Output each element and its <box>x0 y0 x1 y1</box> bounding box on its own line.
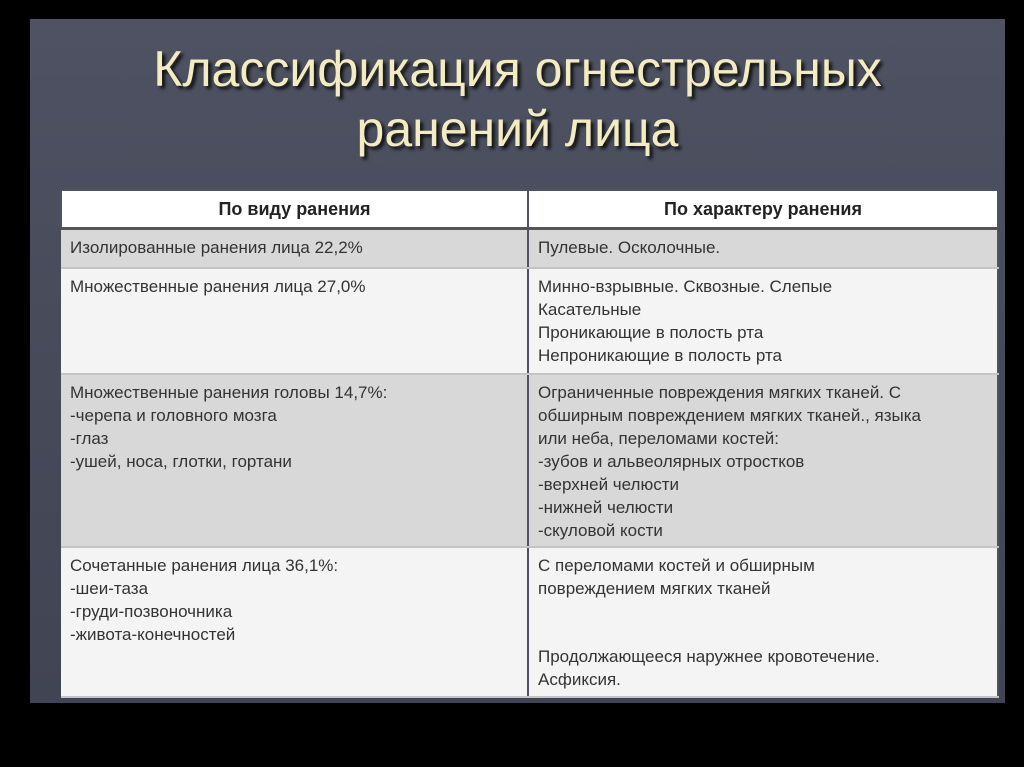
table-cell: Множественные ранения лица 27,0% <box>61 268 528 374</box>
table-row <box>61 374 998 547</box>
table-cell: Пулевые. Осколочные. <box>528 229 998 268</box>
slide <box>30 19 1005 703</box>
table-row <box>61 268 998 374</box>
table-cell: Изолированные ранения лица 22,2% <box>61 229 528 268</box>
title-line-1: Классификация огнестрельных <box>153 41 882 97</box>
header-wound-type: По виду ранения <box>61 190 528 229</box>
table-cell: Минно-взрывные. Сквозные. Слепые Касательные Проникающие в полость рта Непроникающие в полость рта <box>528 268 998 374</box>
table-cell: С переломами костей и обширным повреждением мягких тканей Продолжающееся наружнее кровотечение. Асфиксия. <box>528 547 998 697</box>
header-wound-nature: По характеру ранения <box>528 190 998 229</box>
table-row <box>61 547 998 697</box>
table-cell: Множественные ранения головы 14,7%: -черепа и головного мозга -глаз -ушей, носа, глотки, гортани <box>61 374 528 547</box>
table-header-row <box>61 190 998 229</box>
title-line-2: ранений лица <box>356 101 679 157</box>
table-row <box>61 229 998 268</box>
classification-table <box>60 189 999 698</box>
table-cell: Сочетанные ранения лица 36,1%: -шеи-таза -груди-позвоночника -живота-конечностей <box>61 547 528 697</box>
table-cell: Ограниченные повреждения мягких тканей. С обширным повреждением мягких тканей., языка или неба, переломами костей: -зубов и альвеолярных отростков -верхней челюсти -нижней челюсти -скуловой кости <box>528 374 998 547</box>
slide-title <box>30 39 1005 159</box>
